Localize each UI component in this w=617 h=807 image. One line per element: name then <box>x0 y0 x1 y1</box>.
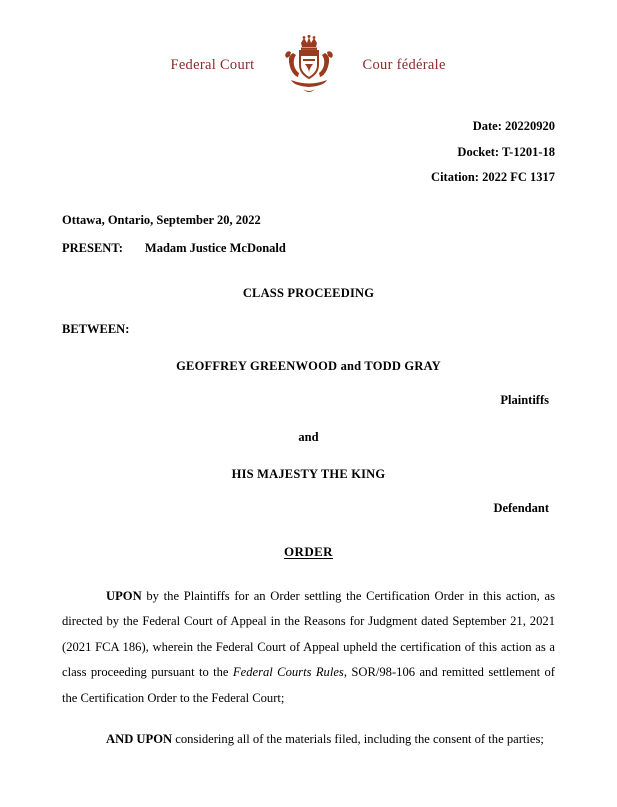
order-heading-text: ORDER <box>284 543 333 559</box>
paragraph-1-statute-title: Federal Courts Rules <box>232 665 344 680</box>
paragraph-1-lead: UPON <box>106 588 142 603</box>
present-judge-name: Madam Justice McDonald <box>144 240 286 255</box>
order-heading <box>62 544 555 560</box>
paragraph-1-text-after: , SOR/98-106 and remitted settlement of the Certification Order to the Federal Court; <box>62 665 555 705</box>
between-label: BETWEEN: <box>62 321 130 336</box>
canadian-coat-of-arms-icon <box>281 34 337 96</box>
plaintiffs-names: GEOFFREY GREENWOOD and TODD GRAY <box>176 358 441 373</box>
plaintiffs-role: Plaintiffs <box>500 392 549 407</box>
masthead <box>62 0 555 96</box>
meta-citation: Citation: 2022 FC 1317 <box>431 170 555 185</box>
proceeding-type: CLASS PROCEEDING <box>242 285 375 300</box>
presiding-judge-line <box>62 241 555 256</box>
present-label: PRESENT: <box>62 240 123 255</box>
meta-docket: Docket: T-1201-18 <box>457 144 555 159</box>
paragraph-1-text-before: by the Plaintiffs for an Order settling the Certification Order in this action, as directed by the Federal Court of Appeal in the Reasons for Judgment dated September 21, 2021 (2021 FCA 186), wherein the Federal Court of Appeal upheld the certification of this action as a class proceeding pursuant to the <box>62 588 555 680</box>
and-separator: and <box>298 429 319 444</box>
defendant-name: HIS MAJESTY THE KING <box>231 466 386 481</box>
court-name-english: Federal Court <box>170 56 255 73</box>
document-meta <box>62 114 555 191</box>
order-paragraph-1 <box>62 584 555 711</box>
defendant-role: Defendant <box>493 500 549 515</box>
order-paragraph-2 <box>62 727 555 752</box>
paragraph-2-lead: AND UPON <box>106 732 173 747</box>
place-and-date: Ottawa, Ontario, September 20, 2022 <box>62 212 261 227</box>
paragraph-2-text: considering all of the materials filed, including the consent of the parties; <box>172 732 544 747</box>
court-name-french: Cour fédérale <box>362 56 446 73</box>
order-body <box>62 584 555 753</box>
meta-date: Date: 20220920 <box>472 119 555 133</box>
